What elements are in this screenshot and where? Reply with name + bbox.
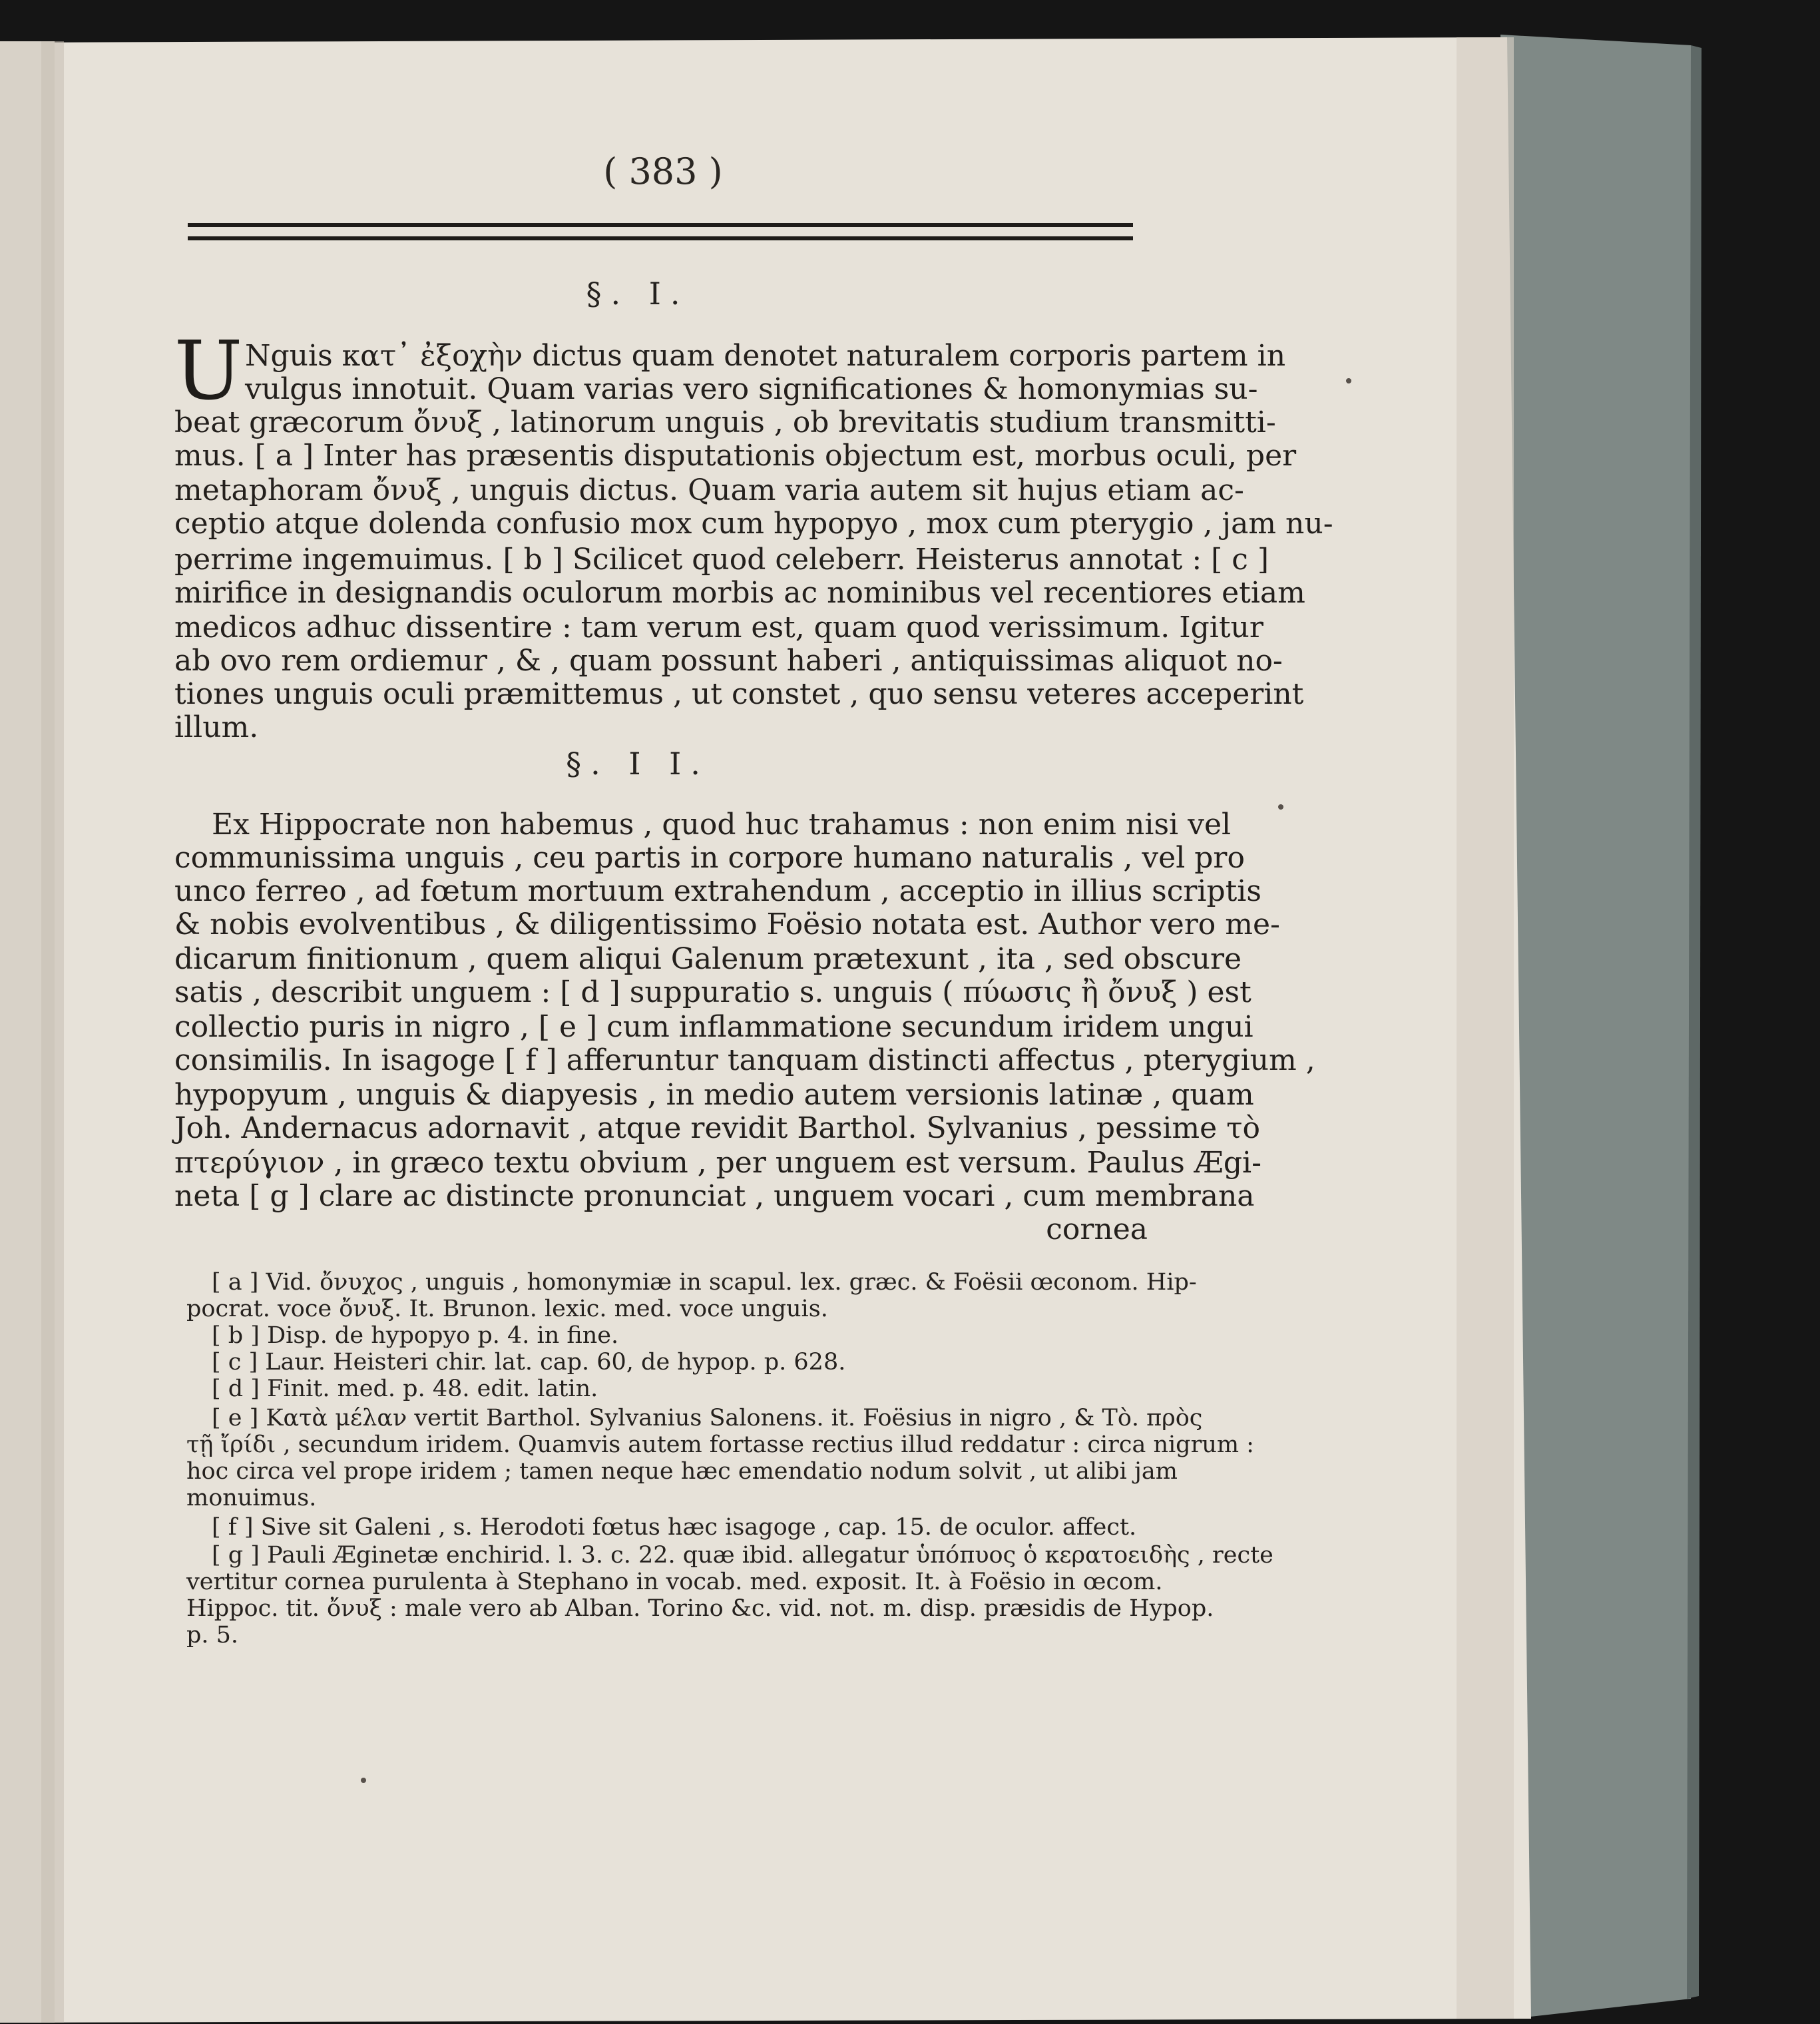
section-heading-2: §. I I. [566, 746, 710, 782]
text-line: collectio puris in nigro , [ e ] cum inflammatione secundum iridem ungui [174, 1010, 1253, 1044]
catchword: cornea [1046, 1212, 1148, 1246]
text-line: Joh. Andernacus adornavit , atque revidit Barthol. Sylvanius , pessime τὸ [174, 1111, 1260, 1145]
footnote-line: τῇ ἴρίδι , secundum iridem. Quamvis autem fortasse rectius illud reddatur : circa nigrum : [186, 1431, 1254, 1458]
section-heading-1: §. I. [586, 276, 690, 312]
page-edge-stack [1500, 35, 1691, 2017]
footnote-line: pocrat. voce ὄνυξ. It. Brunon. lexic. med. voce unguis. [186, 1296, 828, 1322]
text-line: consimilis. In isagoge [ f ] afferuntur tanquam distincti affectus , pterygium , [174, 1043, 1315, 1077]
text-line: Ex Hippocrate non habemus , quod huc trahamus : non enim nisi vel [212, 808, 1232, 842]
footnote-line: hoc circa vel prope iridem ; tamen neque hæc emendatio nodum solvit , ut alibi jam [186, 1458, 1178, 1485]
text-line: mirifice in designandis oculorum morbis ac nominibus vel recentiores etiam [174, 576, 1305, 610]
text-line: beat græcorum ὄνυξ , latinorum unguis , ob brevitatis studium transmitti- [174, 405, 1276, 439]
text-line: perrime ingemuimus. [ b ] Scilicet quod celeberr. Heisterus annotat : [ c ] [174, 543, 1269, 577]
text-line: hypopyum , unguis & diapyesis , in medio autem versionis latinæ , quam [174, 1078, 1254, 1112]
drop-cap: U [174, 324, 243, 418]
text-line: metaphoram ὄνυξ , unguis dictus. Quam varia autem sit hujus etiam ac- [174, 473, 1244, 507]
paper-speck [1346, 378, 1351, 383]
text-line: ceptio atque dolenda confusio mox cum hypopyo , mox cum pterygio , jam nu- [174, 507, 1333, 541]
footnote-line: monuimus. [186, 1485, 317, 1511]
text-line: πτερύγιον , in græco textu obvium , per unguem est versum. Paulus Ægi- [174, 1146, 1261, 1180]
text-line: ab ovo rem ordiemur , & , quam possunt haberi , antiquissimas aliquot no- [174, 644, 1283, 678]
text-line: Nguis κατ᾽ ἐξοχὴν dictus quam denotet naturalem corporis partem in [245, 339, 1286, 373]
footnote-line: [ f ] Sive sit Galeni , s. Herodoti fœtus hæc isagoge , cap. 15. de oculor. affect. [212, 1514, 1137, 1541]
footnote-line: p. 5. [186, 1622, 239, 1648]
text-line: mus. [ a ] Inter has præsentis disputationis objectum est, morbus oculi, per [174, 439, 1297, 473]
header-rule [188, 223, 1133, 240]
paper-speck [1278, 804, 1283, 810]
footnote-line: [ b ] Disp. de hypopyo p. 4. in fine. [212, 1322, 619, 1349]
text-line: dicarum finitionum , quem aliqui Galenum prætexunt , ita , sed obscure [174, 942, 1242, 976]
footnote-line: [ e ] Κατὰ μέλαν vertit Barthol. Sylvanius Salonens. it. Foësius in nigro , & Τὸ. πρὸς [212, 1405, 1203, 1431]
page-number-header: ( 383 ) [603, 150, 723, 192]
text-line: satis , describit unguem : [ d ] suppuratio s. unguis ( πύωσις ἢ ὄνυξ ) est [174, 975, 1251, 1009]
footnote-line: [ d ] Finit. med. p. 48. edit. latin. [212, 1376, 598, 1402]
footnote-line: [ a ] Vid. ὄνυχος , unguis , homonymiæ in scapul. lex. græc. & Foësii œconom. Hip- [212, 1269, 1197, 1296]
text-line: unco ferreo , ad fœtum mortuum extrahendum , acceptio in illius scriptis [174, 874, 1261, 908]
text-line: medicos adhuc dissentire : tam verum est, quam quod verissimum. Igitur [174, 611, 1263, 644]
text-line: tiones unguis oculi præmittemus , ut constet , quo sensu veteres acceperint [174, 677, 1304, 711]
footnote-line: [ c ] Laur. Heisteri chir. lat. cap. 60, de hypop. p. 628. [212, 1349, 846, 1376]
text-line: illum. [174, 710, 259, 744]
footnote-line: [ g ] Pauli Æginetæ enchirid. l. 3. c. 22. quæ ibid. allegatur ὑπόπυος ὁ κερατοειδὴς , recte [212, 1542, 1273, 1569]
paper-speck [361, 1778, 366, 1783]
text-line: communissima unguis , ceu partis in corpore humano naturalis , vel pro [174, 841, 1245, 875]
text-line: neta [ g ] clare ac distincte pronunciat , unguem vocari , cum membrana [174, 1179, 1255, 1213]
text-line: & nobis evolventibus , & diligentissimo Foësio notata est. Author vero me- [174, 907, 1280, 941]
footnote-line: vertitur cornea purulenta à Stephano in vocab. med. exposit. It. à Foësio in œcom. [186, 1569, 1163, 1595]
text-line: vulgus innotuit. Quam varias vero significationes & homonymias su- [245, 372, 1258, 406]
footnote-line: Hippoc. tit. ὄνυξ : male vero ab Alban. Torino &c. vid. not. m. disp. præsidis de Hypop. [186, 1595, 1214, 1622]
